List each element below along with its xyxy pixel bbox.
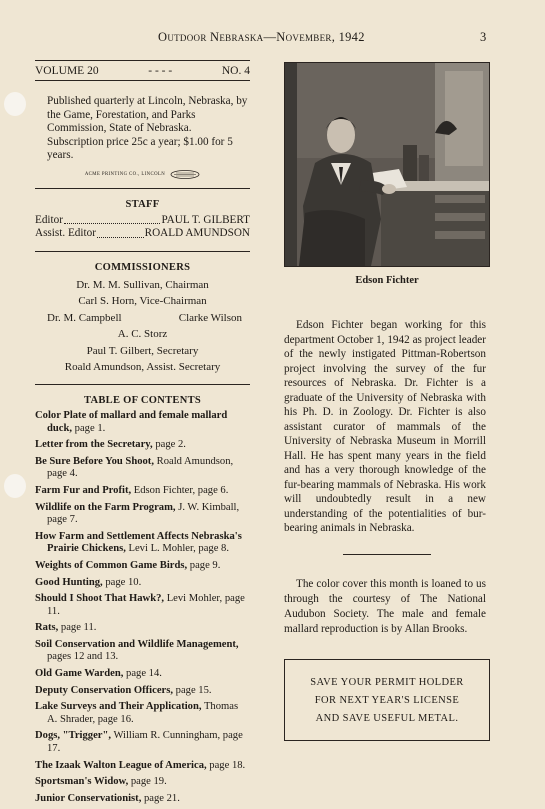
toc-entry-detail: page 19.	[128, 776, 167, 788]
commissioner-vice-chair: Carl S. Horn, Vice-Chairman	[78, 295, 207, 308]
toc-entry-detail: page 10.	[102, 576, 142, 588]
divider	[35, 384, 250, 385]
staff-role: Editor	[35, 213, 63, 226]
left-column	[35, 60, 250, 809]
volume-dashes: - - - -	[148, 65, 173, 77]
toc-entry-title: Soil Conservation and Wildlife Management,	[35, 638, 239, 650]
fichter-biography: Edson Fichter began working for this department October 1, 1942 as project leader of the newly instigated Pittman-Robertson project involving the survey of the fur resources of Nebraska. Dr. Fichter is a graduate of the University of Nebraska with his Ph. D. in Zoology. Dr. Fichter is also assistant curator of mammals of the University of Nebraska Museum in Morrill Hall. He has spent many years in the field and has a very thorough knowledge of the fur-bearing mammals of Nebraska. His work will undoubtedly result in a new understanding of the potentialities of bur-bearing animals in Nebraska.	[284, 319, 486, 534]
divider	[343, 554, 431, 555]
printer-name: ACME PRINTING CO., LINCOLN	[84, 171, 166, 177]
toc-entry-title: Sportsman's Widow,	[35, 776, 129, 788]
toc-entry	[35, 760, 250, 773]
permit-holder-notice	[284, 659, 490, 741]
binder-hole	[4, 474, 26, 498]
toc-entry	[35, 410, 250, 435]
toc-entry-title: How Farm and Settlement Affects Nebraska's Prairie Chickens,	[35, 530, 242, 555]
dot-leader	[97, 227, 144, 238]
publication-title: Outdoor Nebraska—November, 1942	[158, 30, 365, 44]
toc-entry-detail: Levi Mohler, page 11.	[47, 593, 245, 617]
commissioners-heading: COMMISSIONERS	[94, 261, 191, 273]
staff-heading: STAFF	[125, 198, 160, 210]
toc-entry-detail: page 9.	[187, 559, 221, 571]
commissioner: A. C. Storz	[117, 328, 168, 341]
toc-entry-title: Old Game Warden,	[35, 668, 124, 680]
toc-entry-title: Wildlife on the Farm Program,	[35, 501, 176, 513]
notice-line: FOR NEXT YEAR'S LICENSE	[314, 694, 460, 706]
notice-line: AND SAVE USEFUL METAL.	[315, 712, 459, 724]
toc-entry-title: Farm Fur and Profit,	[35, 484, 132, 496]
toc-entry	[35, 593, 250, 618]
staff-role: Assist. Editor	[35, 227, 96, 240]
toc-entry	[35, 701, 250, 726]
volume-line	[35, 61, 250, 80]
toc-entry-title: Be Sure Before You Shoot,	[35, 455, 154, 467]
toc-entry	[35, 668, 250, 681]
toc-entry-detail: page 2.	[152, 439, 186, 451]
printer-credit	[35, 170, 250, 179]
toc-entry	[35, 793, 250, 806]
commissioner-assistant-secretary: Roald Amundson, Assist. Secretary	[64, 361, 221, 374]
toc-entry	[35, 531, 250, 556]
toc-entry	[35, 485, 250, 498]
staff-row	[35, 214, 250, 228]
portrait-illustration	[285, 63, 489, 266]
toc-entry-title: Should I Shoot That Hawk?,	[35, 593, 165, 605]
staff-name: ROALD AMUNDSON	[144, 227, 250, 240]
toc-entry-detail: pages 12 and 13.	[47, 651, 119, 663]
page-number: 3	[480, 30, 487, 44]
toc-entry-detail: page 21.	[141, 792, 180, 804]
toc-entry	[35, 639, 250, 664]
toc-entry	[35, 776, 250, 789]
toc-entry-detail: page 14.	[123, 668, 162, 680]
photo-caption: Edson Fichter	[355, 275, 419, 286]
toc-entry-detail: Edson Fichter, page 6.	[131, 484, 229, 496]
toc-entry-title: Deputy Conservation Officers,	[35, 684, 173, 696]
commissioner-pair	[35, 310, 250, 327]
commissioner: Clarke Wilson	[178, 311, 242, 324]
table-of-contents	[35, 410, 250, 805]
toc-entry-title: Weights of Common Game Birds,	[35, 559, 188, 571]
staff-row	[35, 227, 250, 241]
staff-name: PAUL T. GILBERT	[161, 213, 250, 226]
toc-entry-title: Good Hunting,	[35, 576, 103, 588]
toc-heading: TABLE OF CONTENTS	[83, 394, 202, 406]
publication-info: Published quarterly at Lincoln, Nebraska, by the Game, Forestation, and Parks Commission, State of Nebraska. Subscription price 25c a year; $1.00 for 5 years.	[47, 95, 248, 162]
portrait-photo	[284, 62, 490, 267]
toc-entry-detail: page 1.	[72, 422, 106, 434]
toc-entry-detail: Roald Amundson, page 4.	[47, 455, 234, 480]
toc-entry-detail: J. W. Kimball, page 7.	[47, 501, 240, 526]
toc-entry-detail: Thomas A. Shrader, page 16.	[47, 701, 239, 725]
toc-entry-title: Dogs, "Trigger",	[35, 730, 111, 742]
toc-entry-detail: page 15.	[173, 684, 212, 696]
commissioner: Dr. M. Campbell	[47, 311, 122, 324]
commissioner-chair: Dr. M. M. Sullivan, Chairman	[76, 278, 209, 291]
toc-entry	[35, 560, 250, 573]
notice-line: SAVE YOUR PERMIT HOLDER	[310, 676, 464, 688]
toc-entry	[35, 456, 250, 481]
binder-hole	[4, 92, 26, 116]
toc-entry	[35, 577, 250, 590]
toc-entry	[35, 502, 250, 527]
toc-entry	[35, 730, 250, 755]
union-label-icon	[170, 170, 200, 179]
divider	[35, 188, 250, 189]
toc-entry-detail: Levi L. Mohler, page 8.	[125, 543, 229, 555]
issue-number: NO. 4	[221, 65, 250, 77]
toc-entry-title: Lake Surveys and Their Application,	[35, 701, 202, 713]
toc-entry-detail: page 18.	[206, 759, 246, 771]
commissioners-list	[35, 277, 250, 376]
toc-entry-title: Rats,	[35, 622, 59, 634]
dot-leader	[64, 214, 161, 225]
toc-entry	[35, 439, 250, 452]
commissioner-secretary: Paul T. Gilbert, Secretary	[86, 344, 199, 357]
running-header	[0, 30, 545, 48]
volume-label: VOLUME 20	[35, 65, 99, 77]
toc-entry	[35, 622, 250, 635]
right-column	[284, 62, 490, 741]
toc-entry-title: Junior Conservationist,	[35, 792, 142, 804]
cover-note: The color cover this month is loaned to us through the courtesy of The National Audubon Society. The male and female mallard reproduction is by Allan Brooks.	[284, 577, 486, 635]
toc-entry-detail: page 11.	[58, 622, 97, 634]
toc-entry-title: The Izaak Walton League of America,	[35, 759, 207, 771]
toc-entry-detail: William R. Cunningham, page 17.	[47, 730, 243, 755]
divider	[35, 251, 250, 252]
divider	[35, 80, 250, 81]
toc-entry	[35, 685, 250, 698]
toc-entry-title: Color Plate of mallard and female mallard duck,	[35, 409, 228, 434]
toc-entry-title: Letter from the Secretary,	[35, 439, 153, 451]
